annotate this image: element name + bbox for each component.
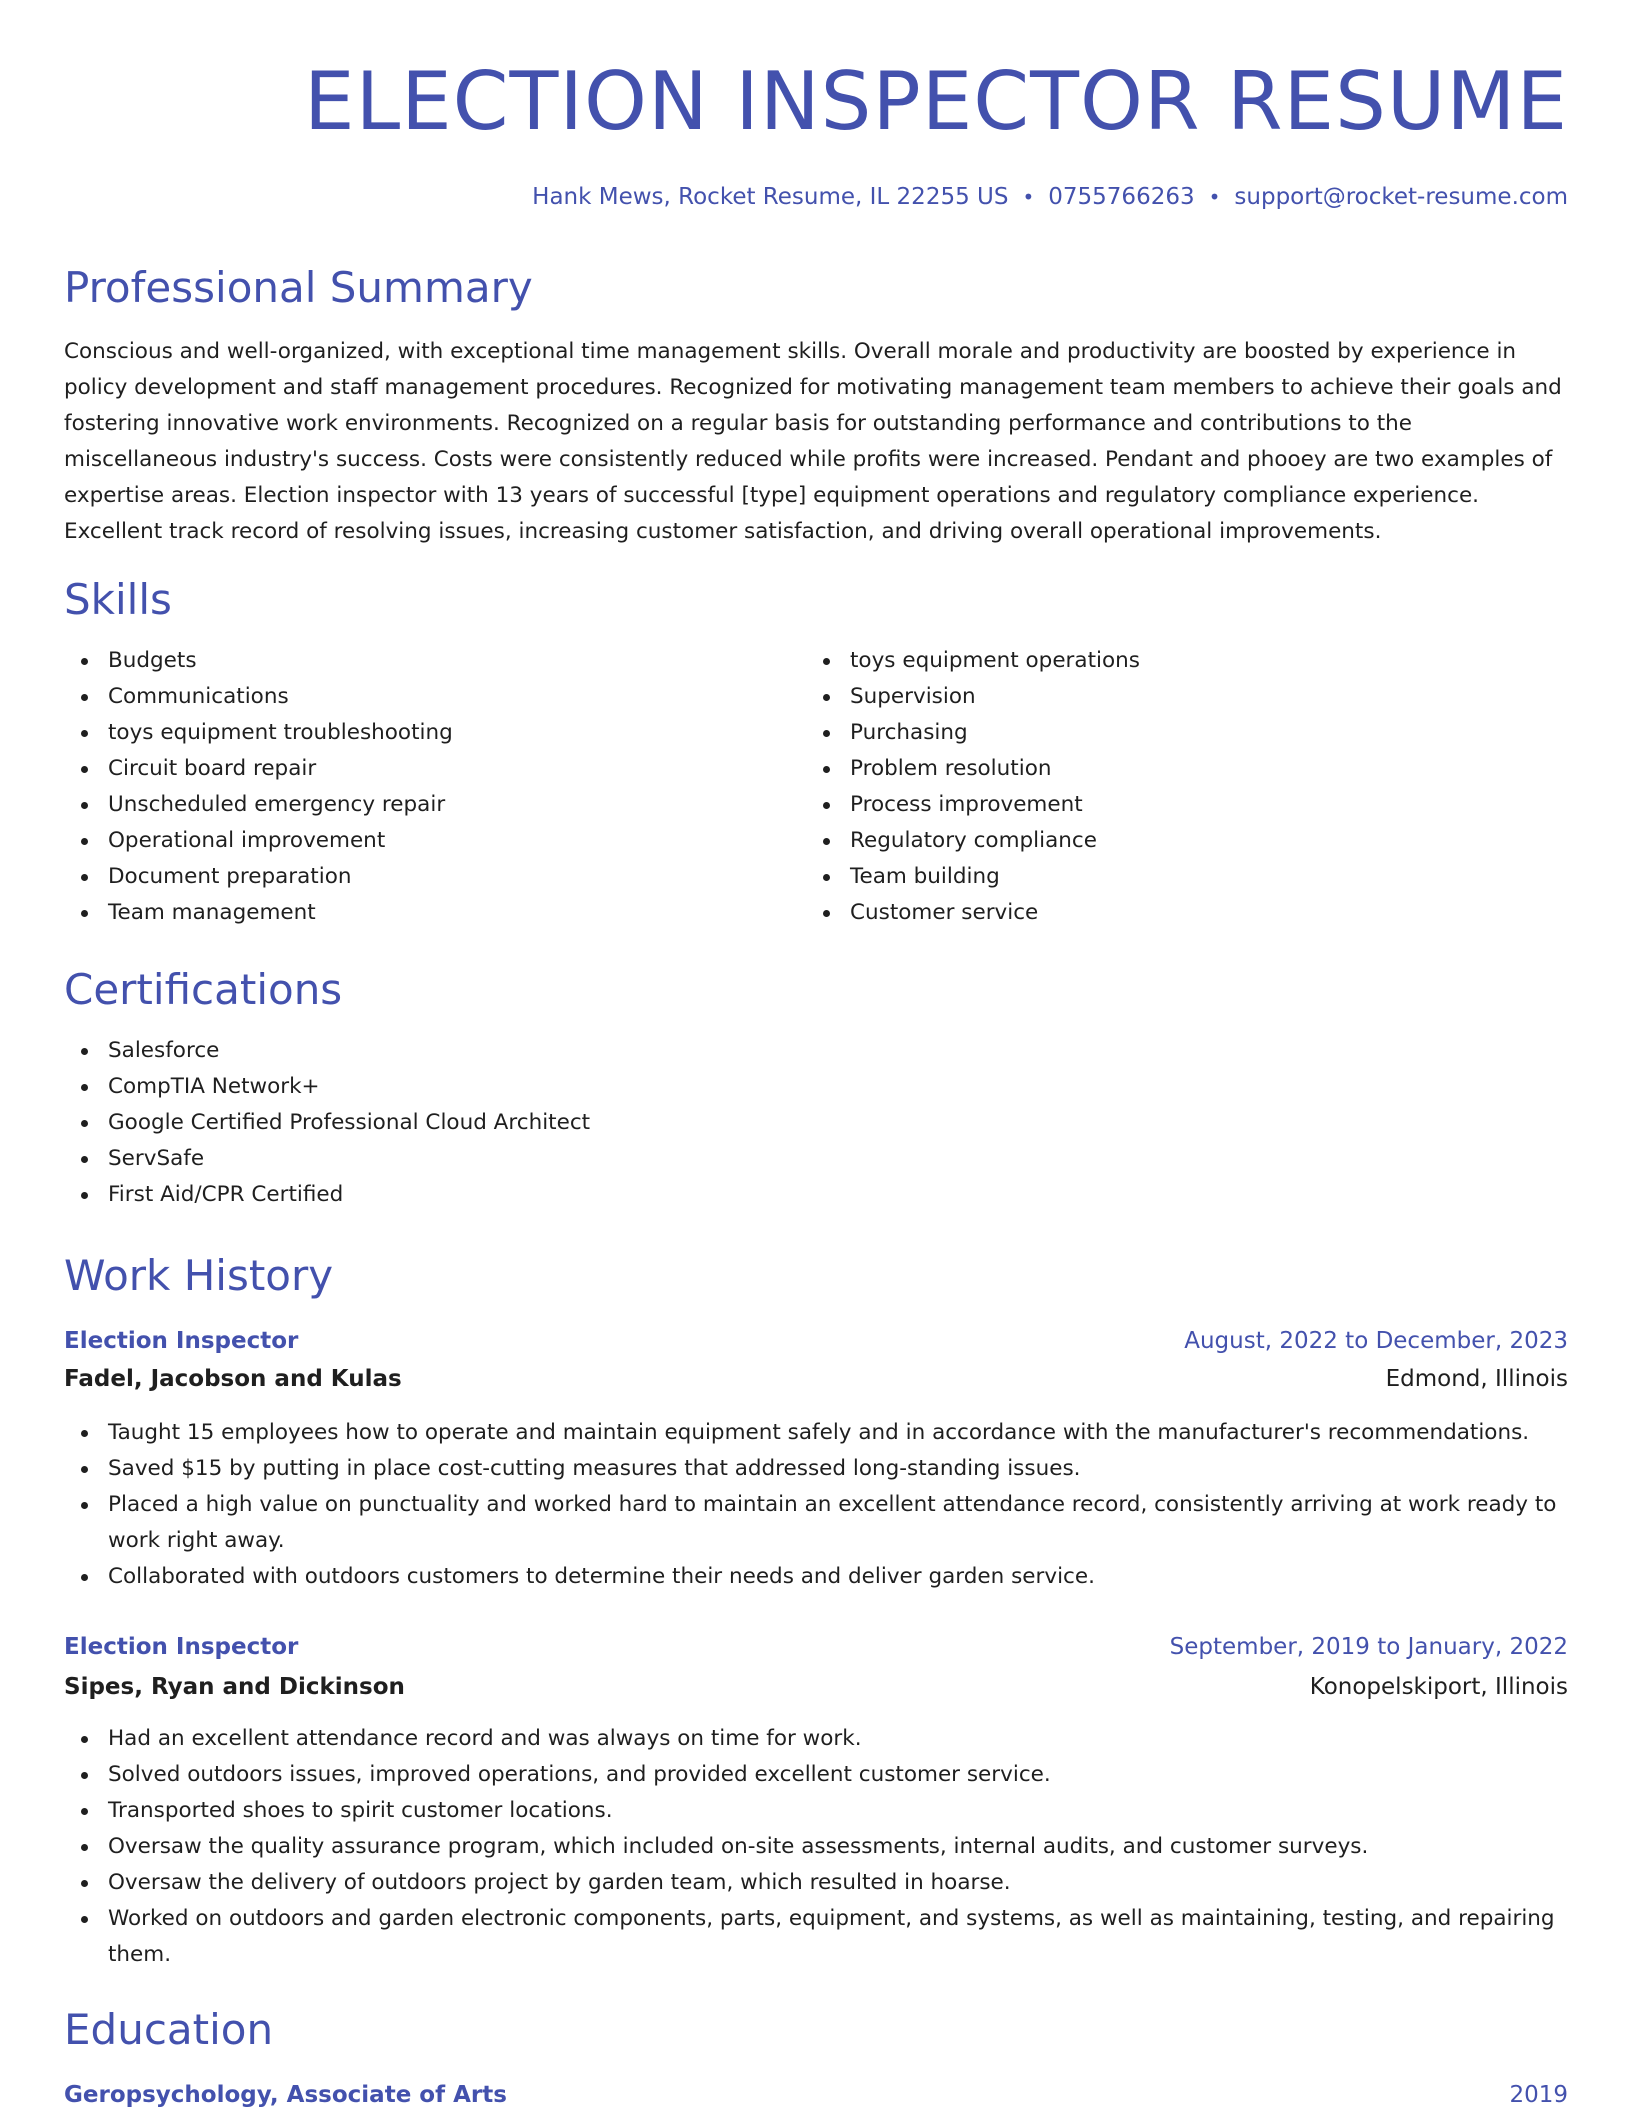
list-item: Worked on outdoors and garden electronic components, parts, equipment, and systems, as well as maintaining, testing, and repairing them. [64,1901,1568,1973]
list-item: Oversaw the quality assurance program, which included on-site assessments, internal audits, and customer surveys. [64,1829,1568,1865]
job-employer-row [64,1669,1568,1705]
list-item: Operational improvement [64,823,784,859]
list-item: Process improvement [806,787,1526,823]
job-location: Konopelskiport, Illinois [1309,1674,1568,1700]
list-item: Taught 15 employees how to operate and maintain equipment safely and in accordance with the manufacturer's recommendations. [64,1415,1568,1451]
job-location: Edmond, Illinois [1385,1366,1568,1392]
education-year: 2019 [1509,2082,1568,2108]
resume-title: ELECTION INSPECTOR RESUME [304,55,1568,148]
job-employer: Fadel, Jacobson and Kulas [64,1366,402,1392]
job-title: Election Inspector [64,1328,299,1354]
list-item: Had an excellent attendance record and was always on time for work. [64,1721,1568,1757]
list-item: Placed a high value on punctuality and worked hard to maintain an excellent attendance record, consistently arriving at work ready to work right away. [64,1487,1568,1559]
list-item: Budgets [64,643,784,679]
list-item: Communications [64,679,784,715]
education-degree: Geropsychology, Associate of Arts [64,2082,507,2108]
list-item: CompTIA Network+ [64,1069,1568,1105]
list-item: Team building [806,859,1526,895]
list-item: Team management [64,895,784,931]
job-header [64,1323,1568,1359]
contact-separator: • [1208,185,1221,209]
job-employer-row [64,1361,1568,1397]
list-item: Unscheduled emergency repair [64,787,784,823]
contact-email[interactable]: support@rocket-resume.com [1234,184,1568,210]
list-item: Circuit board repair [64,751,784,787]
list-item: Saved $15 by putting in place cost-cutting measures that addressed long-standing issues. [64,1451,1568,1487]
summary-heading: Professional Summary [64,263,533,312]
certifications-heading: Certifications [64,965,343,1014]
skills-list-right [806,643,1526,931]
skills-heading: Skills [64,575,172,624]
list-item: First Aid/CPR Certified [64,1177,1568,1213]
list-item: Oversaw the delivery of outdoors project by garden team, which resulted in hoarse. [64,1865,1568,1901]
list-item: Collaborated with outdoors customers to determine their needs and deliver garden service. [64,1559,1568,1595]
skills-list-left [64,643,784,931]
job-employer: Sipes, Ryan and Dickinson [64,1674,405,1700]
contact-separator: • [1022,185,1035,209]
list-item: Purchasing [806,715,1526,751]
certifications-list [64,1033,1568,1213]
list-item: Transported shoes to spirit customer locations. [64,1793,1568,1829]
list-item: Supervision [806,679,1526,715]
list-item: Google Certified Professional Cloud Architect [64,1105,1568,1141]
list-item: Document preparation [64,859,784,895]
contact-address: Hank Mews, Rocket Resume, IL 22255 US [532,184,1009,210]
work-history-heading: Work History [64,1251,334,1300]
job-header [64,1629,1568,1665]
list-item: Regulatory compliance [806,823,1526,859]
list-item: toys equipment operations [806,643,1526,679]
job-dates: August, 2022 to December, 2023 [1184,1328,1568,1354]
job-bullets [64,1415,1568,1595]
education-row [64,2077,1568,2113]
contact-line [532,180,1568,214]
education-heading: Education [64,2005,274,2054]
summary-text: Conscious and well-organized, with exceptional time management skills. Overall morale and productivity are boosted by experience in policy development and staff management procedures. Recognized for motivating management team members to achieve their goals and fostering innovative work environments. Recognized on a regular basis for outstanding performance and contributions to the miscellaneous industry's success. Costs were consistently reduced while profits were increased. Pendant and phooey are two examples of expertise areas. Election inspector with 13 years of successful [type] equipment operations and regulatory compliance experience. Excellent track record of resolving issues, increasing customer satisfaction, and driving overall operational improvements. [64,339,1562,544]
list-item: Salesforce [64,1033,1568,1069]
list-item: toys equipment troubleshooting [64,715,784,751]
job-dates: September, 2019 to January, 2022 [1169,1634,1568,1660]
job-title: Election Inspector [64,1634,299,1660]
list-item: Solved outdoors issues, improved operations, and provided excellent customer service. [64,1757,1568,1793]
contact-phone: 0755766263 [1048,184,1195,210]
list-item: ServSafe [64,1141,1568,1177]
list-item: Customer service [806,895,1526,931]
list-item: Problem resolution [806,751,1526,787]
job-bullets [64,1721,1568,1973]
